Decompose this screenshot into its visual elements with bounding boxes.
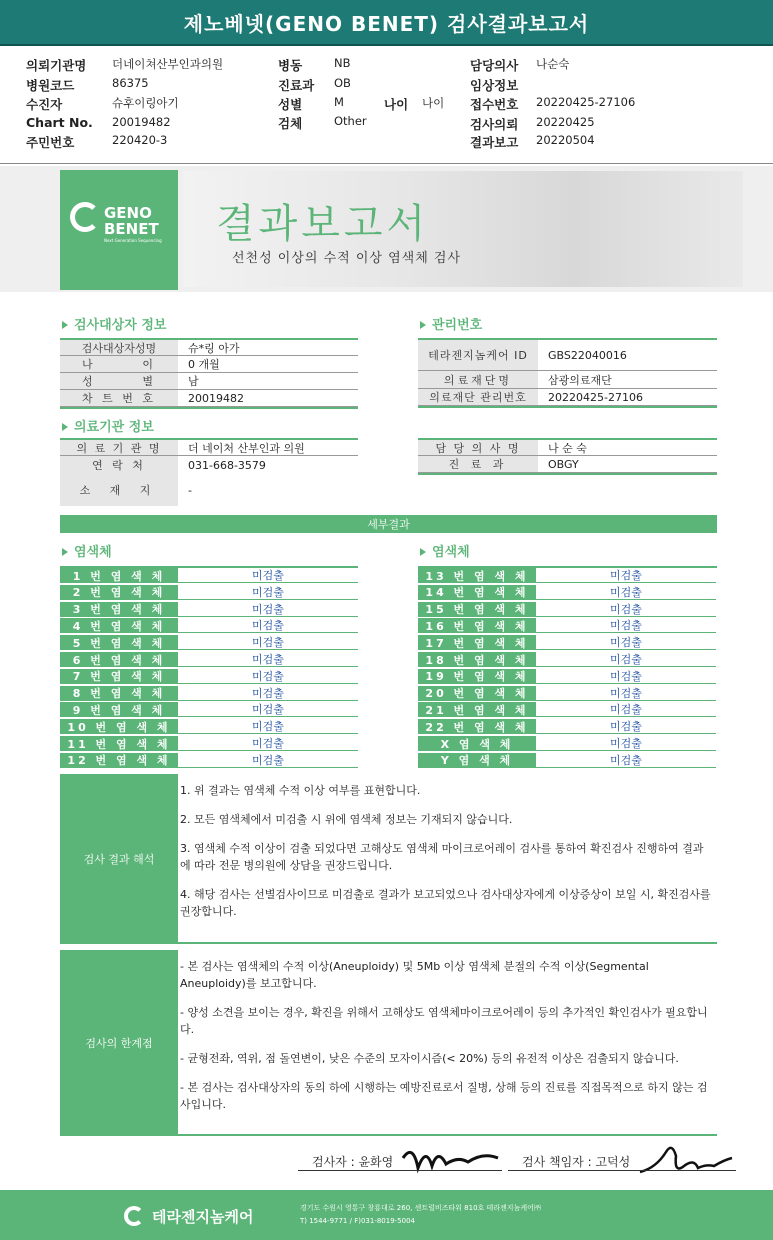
- limitations-text: [178, 950, 717, 1136]
- interpretation-item: 3. 염색체 수적 이상이 검출 되었다면 고해상도 염색체 마이크로어레이 검사를 통하여 확진검사 진행하여 결과에 따라 전문 병의원에 상담을 권장드립니다.: [180, 842, 704, 872]
- bullet-icon: [62, 321, 68, 329]
- chromosome-result: 미검출: [536, 669, 716, 684]
- tester-signature-label: 검사자 : 윤화영: [312, 1155, 394, 1169]
- rrn-label: 주민번호: [26, 135, 75, 150]
- receipt-label: 접수번호: [470, 97, 519, 112]
- hospital-label: 의뢰기관명: [26, 58, 87, 73]
- chromosome-result: 미검출: [178, 568, 358, 583]
- institution-row: 소 재 지 -: [60, 474, 358, 506]
- chromosome-result: 미검출: [536, 702, 716, 717]
- manage-row: 의료재단명 삼광의료재단: [418, 371, 717, 389]
- report-label: 결과보고: [470, 135, 519, 150]
- chart-label: Chart No.: [26, 115, 93, 130]
- hospcode-value: 86375: [112, 76, 149, 90]
- limitations-section: [60, 950, 717, 1136]
- chromosome-result: 미검출: [536, 753, 716, 768]
- chromosome-result: 미검출: [536, 686, 716, 701]
- specimen-label: 검체: [278, 116, 303, 131]
- chromosome-label: 6 번 염 색 체: [60, 652, 178, 667]
- chromosome-row: [418, 736, 716, 752]
- sex-value: M: [334, 95, 344, 109]
- subject-row: 차 트 번 호 20019482: [60, 390, 358, 407]
- chromosome-label: 22 번 염 색 체: [418, 719, 536, 734]
- logo-text-1: GENO: [104, 204, 152, 222]
- chart-value: 20019482: [112, 115, 171, 129]
- banner-title: 결과보고서: [216, 201, 430, 247]
- age-value: 나이: [422, 96, 445, 110]
- banner-subtitle: 선천성 이상의 수적 이상 염색체 검사: [232, 251, 462, 266]
- logo-mark-icon: [70, 202, 100, 232]
- footer: [0, 1190, 773, 1240]
- chromosome-row: [418, 719, 716, 735]
- chromosome-label: 17 번 염 색 체: [418, 635, 536, 650]
- chromosome-result: 미검출: [536, 652, 716, 667]
- interpretation-section: [60, 774, 717, 944]
- limitation-item: - 본 검사는 염색체의 수적 이상(Aneuploidy) 및 5Mb 이상 염색체 분절의 수적 이상(Segmental Aneuploidy)를 보고합니다.: [180, 960, 649, 990]
- chromosome-label: 8 번 염 색 체: [60, 686, 178, 701]
- sex-label: 성별: [278, 97, 303, 112]
- interpretation-label: 검사 결과 해석: [60, 774, 178, 944]
- chromosome-row: [60, 736, 358, 752]
- chromosome-row: [418, 753, 716, 769]
- chromosome-row: [60, 585, 358, 601]
- clinical-label: 임상정보: [470, 78, 519, 93]
- receipt-value: 20220425-27106: [536, 95, 636, 109]
- interpretation-item: 2. 모든 염색체에서 미검출 시 위에 염색체 정보는 기재되지 않습니다.: [180, 813, 513, 826]
- footer-address-line: 경기도 수원시 영통구 창룡대로 260, 센트럴비즈타워 810호 테라젠지놈케어㈜: [300, 1204, 541, 1212]
- chromosome-row: [60, 669, 358, 685]
- doctor-label: 담당의사: [470, 58, 519, 73]
- logo-text-2: BENET: [104, 220, 159, 238]
- dept-label: 진료과: [278, 78, 315, 93]
- chromosome-result: 미검출: [536, 602, 716, 617]
- chrom-left-top-line: [60, 566, 358, 568]
- chromosome-result: 미검출: [536, 719, 716, 734]
- manage-heading: 관리번호: [420, 314, 482, 333]
- chromosome-label: 11 번 염 색 체: [60, 736, 178, 751]
- bullet-icon: [420, 321, 426, 329]
- subject-row: 성 별 남: [60, 373, 358, 390]
- hospcode-label: 병원코드: [26, 78, 75, 93]
- institution-right-row: 담 당 의 사 명 나 순 숙: [418, 440, 717, 456]
- chromosome-row: [60, 602, 358, 618]
- rrn-value: 220420-3: [112, 133, 168, 147]
- chromosome-label: 18 번 염 색 체: [418, 652, 536, 667]
- chromosome-result: 미검출: [178, 618, 358, 633]
- chromosome-label: 2 번 염 색 체: [60, 585, 178, 600]
- institution-heading: 의료기관 정보: [62, 416, 154, 435]
- chromosome-row: [418, 669, 716, 685]
- bullet-icon: [420, 548, 426, 556]
- chromosome-result: 미검출: [178, 719, 358, 734]
- patient-value: 슈후이링아기: [112, 96, 179, 110]
- chromosome-result: 미검출: [178, 736, 358, 751]
- director-signature-line: [508, 1170, 736, 1171]
- institution-row: 연 락 처 031-668-3579: [60, 456, 358, 474]
- director-signature-label: 검사 책임자 : 고덕성: [522, 1155, 631, 1169]
- age-label: 나이: [384, 97, 409, 112]
- chromosome-result: 미검출: [178, 686, 358, 701]
- ward-label: 병동: [278, 58, 303, 73]
- specimen-value: Other: [334, 114, 367, 128]
- chromosome-label: 19 번 염 색 체: [418, 669, 536, 684]
- subject-bottom-line: [60, 407, 358, 409]
- chromosome-label: 16 번 염 색 체: [418, 618, 536, 633]
- chromosome-row: [418, 652, 716, 668]
- report-header: [0, 52, 773, 162]
- request-label: 검사의뢰: [470, 117, 519, 132]
- geno-benet-logo: [60, 170, 178, 290]
- limitation-item: - 본 검사는 검사대상자의 동의 하에 시행하는 예방진료로서 질병, 상해 등의 진료를 직접목적으로 하지 않는 검사입니다.: [180, 1081, 708, 1111]
- chromosome-label: 14 번 염 색 체: [418, 585, 536, 600]
- chromosome-label: 21 번 염 색 체: [418, 702, 536, 717]
- chromosome-row: [418, 702, 716, 718]
- chromosome-result: 미검출: [536, 618, 716, 633]
- patient-label: 수진자: [26, 97, 63, 112]
- chromosome-row: [418, 602, 716, 618]
- chromosome-label: 5 번 염 색 체: [60, 635, 178, 650]
- tester-signature-line: [298, 1170, 502, 1171]
- chromosome-result: 미검출: [178, 602, 358, 617]
- chrom-heading-right: 염색체: [420, 541, 470, 560]
- chromosome-row: [418, 635, 716, 651]
- manage-row: 의료재단 관리번호 20220425-27106: [418, 389, 717, 406]
- chrom-heading-left: 염색체: [62, 541, 112, 560]
- chromosome-label: Y 염 색 체: [418, 753, 536, 768]
- hospital-value: 더네이쳐산부인과의원: [112, 57, 224, 71]
- bullet-icon: [62, 423, 68, 431]
- chromosome-result: 미검출: [536, 635, 716, 650]
- footer-address: [300, 1202, 541, 1228]
- footer-brand: 테라젠지놈케어: [152, 1208, 254, 1226]
- chromosome-result: 미검출: [178, 635, 358, 650]
- chromosome-label: 10 번 염 색 체: [60, 719, 178, 734]
- limitation-item: - 양성 소견을 보이는 경우, 확진을 위해서 고해상도 염색체마이크로어레이 등의 추가적인 확인검사가 필요합니다.: [180, 1006, 708, 1036]
- chromosome-result: 미검출: [178, 585, 358, 600]
- chromosome-row: [60, 753, 358, 769]
- footer-tel: T) 1544-9771 / F)031-8019-5004: [300, 1217, 415, 1225]
- chromosome-label: 20 번 염 색 체: [418, 686, 536, 701]
- chromosome-row: [60, 719, 358, 735]
- subject-row: 검사대상자성명 슈*링 아가: [60, 340, 358, 356]
- chromosome-result: 미검출: [536, 568, 716, 583]
- footer-logo-icon: [124, 1206, 144, 1226]
- limitations-label: 검사의 한계점: [60, 950, 178, 1136]
- interpretation-text: [178, 774, 717, 944]
- doctor-value: 나순숙: [536, 57, 570, 71]
- dept-value: OB: [334, 76, 351, 90]
- subject-row: 나 이 0 개월: [60, 356, 358, 373]
- institution-right-row: 진 료 과 OBGY: [418, 456, 717, 473]
- interpretation-item: 4. 해당 검사는 선별검사이므로 미검출로 결과가 보고되었으나 검사대상자에게 이상증상이 보일 시, 확진검사를 권장합니다.: [180, 888, 711, 918]
- chromosome-row: [60, 568, 358, 584]
- chromosome-row: [60, 635, 358, 651]
- limitation-item: - 균형전좌, 역위, 점 돌연변이, 낮은 수준의 모자이시즘(< 20%) 등의 유전적 이상은 검출되지 않습니다.: [180, 1052, 679, 1065]
- chromosome-row: [60, 652, 358, 668]
- chromosome-label: 1 번 염 색 체: [60, 568, 178, 583]
- institution-right-bottom-line: [418, 473, 717, 475]
- report-value: 20220504: [536, 133, 595, 147]
- chromosome-label: 9 번 염 색 체: [60, 702, 178, 717]
- detail-results-bar: 세부결과: [60, 515, 717, 533]
- chromosome-label: 13 번 염 색 체: [418, 568, 536, 583]
- chromosome-row: [418, 568, 716, 584]
- report-title: 제노베넷(GENO BENET) 검사결과보고서: [0, 0, 773, 46]
- chromosome-result: 미검출: [178, 702, 358, 717]
- manage-bottom-line: [418, 406, 717, 408]
- tester-signature-icon: [398, 1138, 508, 1178]
- chromosome-result: 미검출: [178, 753, 358, 768]
- chromosome-result: 미검출: [536, 585, 716, 600]
- chromosome-row: [418, 585, 716, 601]
- bullet-icon: [62, 548, 68, 556]
- chromosome-row: [418, 686, 716, 702]
- subject-heading: 검사대상자 정보: [62, 314, 166, 333]
- institution-row: 의 료 기 관 명 더 네이처 산부인과 의원: [60, 440, 358, 456]
- director-signature-icon: [636, 1138, 736, 1182]
- chromosome-result: 미검출: [536, 736, 716, 751]
- chromosome-label: 3 번 염 색 체: [60, 602, 178, 617]
- chromosome-result: 미검출: [178, 652, 358, 667]
- header-divider: [0, 163, 773, 164]
- chromosome-label: 15 번 염 색 체: [418, 602, 536, 617]
- manage-row: 테라젠지놈케어 ID GBS22040016: [418, 340, 717, 371]
- chromosome-label: X 염 색 체: [418, 736, 536, 751]
- interpretation-item: 1. 위 결과는 염색체 수적 이상 여부를 표현합니다.: [180, 784, 421, 797]
- chromosome-label: 12 번 염 색 체: [60, 753, 178, 768]
- ward-value: NB: [334, 56, 351, 70]
- chromosome-row: [418, 618, 716, 634]
- chromosome-label: 4 번 염 색 체: [60, 618, 178, 633]
- request-value: 20220425: [536, 115, 595, 129]
- logo-tagline: Next Generation Sequencing: [104, 238, 162, 243]
- chrom-right-top-line: [418, 566, 717, 568]
- chromosome-label: 7 번 염 색 체: [60, 669, 178, 684]
- chromosome-row: [60, 686, 358, 702]
- chromosome-row: [60, 702, 358, 718]
- chromosome-row: [60, 618, 358, 634]
- chromosome-result: 미검출: [178, 669, 358, 684]
